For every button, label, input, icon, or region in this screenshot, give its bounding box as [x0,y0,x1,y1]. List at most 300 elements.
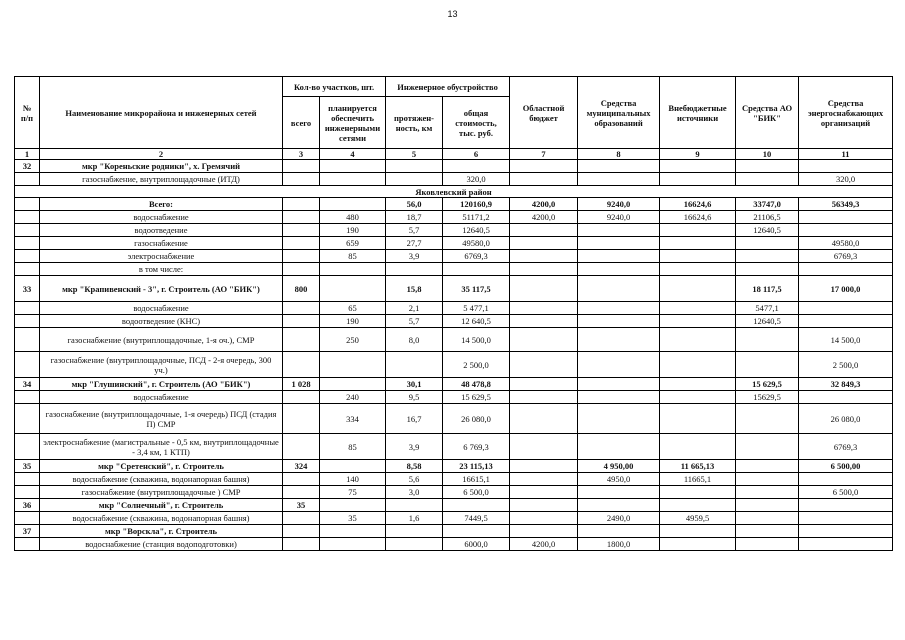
plots-planned: 334 [320,404,386,434]
regional-budget [510,473,578,486]
plots-total [283,434,320,460]
table-row [15,499,893,512]
municipal-funds [578,276,660,302]
row-name: в том числе: [40,263,283,276]
bik-funds [736,352,799,378]
total-cost: 7449,5 [443,512,510,525]
bik-funds: 12640,5 [736,224,799,237]
row-number [15,486,40,499]
energy-funds: 6 500,0 [799,486,893,499]
plots-total [283,404,320,434]
energy-funds [799,473,893,486]
bik-funds [736,328,799,352]
table-row [15,486,893,499]
regional-budget: 4200,0 [510,538,578,551]
energy-funds: 26 080,0 [799,404,893,434]
total-cost: 12640,5 [443,224,510,237]
plots-total [283,473,320,486]
plots-total [283,224,320,237]
row-name: водоснабжение (скважина, водонапорная башня) [40,512,283,525]
header-regional: Областной бюджет [510,77,578,149]
plots-total: 324 [283,460,320,473]
regional-budget [510,302,578,315]
column-number: 1 [15,149,40,160]
offbudget-sources [660,224,736,237]
municipal-funds: 9240,0 [578,211,660,224]
plots-planned: 250 [320,328,386,352]
length-km: 8,0 [386,328,443,352]
total-cost: 14 500,0 [443,328,510,352]
municipal-funds: 4950,0 [578,473,660,486]
row-number [15,302,40,315]
energy-funds [799,391,893,404]
row-name: электроснабжение (магистральные - 0,5 км, внутриплощадочные - 3,4 км, 1 КТП) [40,434,283,460]
row-number [15,263,40,276]
municipal-funds [578,328,660,352]
regional-budget [510,512,578,525]
plots-planned [320,160,386,173]
plots-total [283,250,320,263]
regional-budget [510,224,578,237]
offbudget-sources [660,391,736,404]
municipal-funds [578,224,660,237]
length-km: 30,1 [386,378,443,391]
bik-funds [736,237,799,250]
bik-funds [736,250,799,263]
plots-planned: 65 [320,302,386,315]
energy-funds [799,211,893,224]
energy-funds [799,160,893,173]
length-km: 3,0 [386,486,443,499]
plots-planned: 190 [320,224,386,237]
length-km: 8,58 [386,460,443,473]
row-name: мкр "Крапивенский - 3", г. Строитель (АО "БИК") [40,276,283,302]
energy-funds: 320,0 [799,173,893,186]
row-name: газоснабжение [40,237,283,250]
bik-funds [736,512,799,525]
page-number: 13 [447,9,458,19]
row-number [15,404,40,434]
bik-funds: 15 629,5 [736,378,799,391]
plots-planned: 85 [320,250,386,263]
row-name: мкр "Ворскла", г. Строитель [40,525,283,538]
bik-funds [736,473,799,486]
row-name: водоснабжение (станция водоподготовки) [40,538,283,551]
total-cost: 6 500,0 [443,486,510,499]
bik-funds [736,434,799,460]
bik-funds [736,404,799,434]
row-name: газоснабжение (внутриплощадочные, 1-я очередь) ПСД (стадия П) СМР [40,404,283,434]
column-number: 4 [320,149,386,160]
length-km [386,352,443,378]
length-km [386,525,443,538]
offbudget-sources: 16624,6 [660,211,736,224]
column-number: 9 [660,149,736,160]
row-number [15,173,40,186]
header-name: Наименование микрорайона и инженерных сетей [40,77,283,149]
row-name: газоснабжение, внутриплощадочные (ИТД) [40,173,283,186]
energy-funds [799,263,893,276]
offbudget-sources [660,315,736,328]
plots-planned: 190 [320,315,386,328]
table-row [15,473,893,486]
plots-planned: 480 [320,211,386,224]
offbudget-sources [660,499,736,512]
municipal-funds [578,499,660,512]
total-cost [443,525,510,538]
row-number: 33 [15,276,40,302]
length-km [386,538,443,551]
regional-budget [510,173,578,186]
plots-total [283,315,320,328]
column-number: 11 [799,149,893,160]
regional-budget [510,486,578,499]
total-cost: 120160,9 [443,198,510,211]
row-name: водоснабжение [40,211,283,224]
row-name: Всего: [40,198,283,211]
regional-budget: 4200,0 [510,211,578,224]
energy-funds [799,224,893,237]
bik-funds: 18 117,5 [736,276,799,302]
bik-funds: 21106,5 [736,211,799,224]
column-number: 5 [386,149,443,160]
plots-total: 35 [283,499,320,512]
plots-planned [320,352,386,378]
table-row [15,434,893,460]
regional-budget [510,525,578,538]
column-number: 8 [578,149,660,160]
header-plots-planned: планируется обеспечить инженерными сетями [320,97,386,149]
row-name: мкр "Глушинский", г. Строитель (АО "БИК") [40,378,283,391]
row-number [15,391,40,404]
total-cost [443,499,510,512]
row-number [15,473,40,486]
bik-funds: 5477,1 [736,302,799,315]
total-cost: 320,0 [443,173,510,186]
offbudget-sources: 4959,5 [660,512,736,525]
offbudget-sources [660,276,736,302]
plots-planned [320,460,386,473]
header-bik: Средства АО "БИК" [736,77,799,149]
municipal-funds: 9240,0 [578,198,660,211]
row-number [15,211,40,224]
offbudget-sources [660,352,736,378]
municipal-funds [578,263,660,276]
row-number [15,352,40,378]
offbudget-sources [660,328,736,352]
total-cost [443,263,510,276]
plots-planned [320,525,386,538]
table-row [15,404,893,434]
municipal-funds [578,302,660,315]
plots-total [283,486,320,499]
plots-total [283,538,320,551]
offbudget-sources [660,173,736,186]
total-cost: 23 115,13 [443,460,510,473]
header-cost: общая стоимость, тыс. руб. [443,97,510,149]
row-number [15,512,40,525]
municipal-funds [578,237,660,250]
energy-funds: 49580,0 [799,237,893,250]
table-row [15,237,893,250]
plots-planned [320,538,386,551]
total-cost: 35 117,5 [443,276,510,302]
municipal-funds [578,352,660,378]
municipal-funds: 2490,0 [578,512,660,525]
offbudget-sources [660,250,736,263]
plots-planned: 35 [320,512,386,525]
table-row [15,538,893,551]
offbudget-sources: 11665,1 [660,473,736,486]
offbudget-sources [660,160,736,173]
length-km: 2,1 [386,302,443,315]
plots-total [283,211,320,224]
total-cost: 2 500,0 [443,352,510,378]
plots-planned [320,198,386,211]
bik-funds [736,460,799,473]
total-cost: 5 477,1 [443,302,510,315]
table-row [15,328,893,352]
plots-planned [320,276,386,302]
table-row [15,198,893,211]
total-cost: 12 640,5 [443,315,510,328]
row-name: газоснабжение (внутриплощадочные, 1-я оч.), СМР [40,328,283,352]
row-number [15,250,40,263]
length-km: 27,7 [386,237,443,250]
plots-total [283,525,320,538]
column-number: 3 [283,149,320,160]
row-number: 37 [15,525,40,538]
offbudget-sources [660,404,736,434]
bik-funds [736,263,799,276]
bik-funds [736,160,799,173]
row-number [15,538,40,551]
total-cost: 6 769,3 [443,434,510,460]
energy-funds [799,538,893,551]
column-number: 10 [736,149,799,160]
row-number [15,237,40,250]
row-number: 35 [15,460,40,473]
municipal-funds [578,173,660,186]
row-name: мкр "Сретенский", г. Строитель [40,460,283,473]
regional-budget [510,160,578,173]
row-name: мкр "Кореньские родники", х. Гремячий [40,160,283,173]
municipal-funds: 4 950,00 [578,460,660,473]
table-body [15,160,893,551]
energy-funds: 32 849,3 [799,378,893,391]
table-row [15,224,893,237]
length-km: 5,7 [386,224,443,237]
regional-budget [510,391,578,404]
offbudget-sources: 16624,6 [660,198,736,211]
row-number [15,315,40,328]
table-row [15,460,893,473]
header-length: протяжен-ность, км [386,97,443,149]
length-km: 18,7 [386,211,443,224]
bik-funds: 33747,0 [736,198,799,211]
offbudget-sources [660,486,736,499]
regional-budget [510,328,578,352]
municipal-funds [578,525,660,538]
municipal-funds: 1800,0 [578,538,660,551]
municipal-funds [578,391,660,404]
energy-funds: 6 500,00 [799,460,893,473]
table-row [15,211,893,224]
plots-planned [320,378,386,391]
infrastructure-table [14,76,893,551]
table-row [15,391,893,404]
header-offbudget: Внебюджетные источники [660,77,736,149]
row-number: 32 [15,160,40,173]
row-name: газоснабжение (внутриплощадочные ) СМР [40,486,283,499]
bik-funds [736,538,799,551]
plots-total [283,263,320,276]
row-number: 34 [15,378,40,391]
energy-funds: 6769,3 [799,250,893,263]
energy-funds: 17 000,0 [799,276,893,302]
bik-funds [736,173,799,186]
table-row [15,302,893,315]
length-km: 5,7 [386,315,443,328]
offbudget-sources [660,237,736,250]
length-km: 56,0 [386,198,443,211]
energy-funds [799,499,893,512]
total-cost: 6769,3 [443,250,510,263]
plots-total [283,198,320,211]
length-km: 15,8 [386,276,443,302]
plots-planned: 140 [320,473,386,486]
row-number: 36 [15,499,40,512]
plots-planned [320,263,386,276]
energy-funds [799,302,893,315]
offbudget-sources [660,434,736,460]
total-cost: 15 629,5 [443,391,510,404]
bik-funds: 15629,5 [736,391,799,404]
section-row [15,186,893,198]
row-name: водоснабжение [40,302,283,315]
header-municipal: Средства муниципальных образований [578,77,660,149]
table-row [15,525,893,538]
plots-total [283,173,320,186]
offbudget-sources [660,378,736,391]
length-km [386,263,443,276]
bik-funds [736,525,799,538]
bik-funds [736,499,799,512]
bik-funds: 12640,5 [736,315,799,328]
regional-budget [510,378,578,391]
total-cost: 49580,0 [443,237,510,250]
table-row [15,160,893,173]
plots-total [283,328,320,352]
length-km: 9,5 [386,391,443,404]
offbudget-sources [660,538,736,551]
plots-total [283,160,320,173]
total-cost: 6000,0 [443,538,510,551]
regional-budget [510,237,578,250]
plots-total [283,237,320,250]
regional-budget [510,352,578,378]
energy-funds: 14 500,0 [799,328,893,352]
plots-total [283,512,320,525]
table-row [15,173,893,186]
table-row [15,276,893,302]
total-cost: 48 478,8 [443,378,510,391]
total-cost: 26 080,0 [443,404,510,434]
plots-total [283,302,320,315]
bik-funds [736,486,799,499]
energy-funds: 56349,3 [799,198,893,211]
column-number: 7 [510,149,578,160]
row-name: мкр "Солнечный", г. Строитель [40,499,283,512]
length-km: 3,9 [386,250,443,263]
row-name: электроснабжение [40,250,283,263]
plots-total: 1 028 [283,378,320,391]
length-km [386,173,443,186]
row-name: водоснабжение [40,391,283,404]
table-row [15,263,893,276]
municipal-funds [578,404,660,434]
header-num: № п/п [15,77,40,149]
row-name: водоснабжение (скважина, водонапорная башня) [40,473,283,486]
municipal-funds [578,486,660,499]
regional-budget [510,434,578,460]
total-cost: 16615,1 [443,473,510,486]
row-number [15,434,40,460]
column-number: 2 [40,149,283,160]
table-row [15,512,893,525]
municipal-funds [578,160,660,173]
offbudget-sources: 11 665,13 [660,460,736,473]
row-name: водоотведение (КНС) [40,315,283,328]
offbudget-sources [660,263,736,276]
regional-budget [510,276,578,302]
column-number-row [15,149,893,160]
regional-budget [510,404,578,434]
total-cost: 51171,2 [443,211,510,224]
regional-budget [510,250,578,263]
energy-funds: 6769,3 [799,434,893,460]
length-km: 16,7 [386,404,443,434]
plots-planned: 240 [320,391,386,404]
row-number [15,198,40,211]
plots-total [283,391,320,404]
length-km [386,499,443,512]
regional-budget [510,315,578,328]
table-row [15,315,893,328]
energy-funds [799,315,893,328]
offbudget-sources [660,302,736,315]
length-km [386,160,443,173]
municipal-funds [578,378,660,391]
header-plots-total: всего [283,97,320,149]
plots-planned: 659 [320,237,386,250]
plots-total: 800 [283,276,320,302]
energy-funds [799,512,893,525]
table-row [15,378,893,391]
regional-budget [510,460,578,473]
plots-total [283,352,320,378]
header-energy: Средства энергоснабжающих организаций [799,77,893,149]
energy-funds [799,525,893,538]
municipal-funds [578,315,660,328]
header-infra-group: Инженерное обустройство [386,77,510,97]
energy-funds: 2 500,0 [799,352,893,378]
table-row [15,250,893,263]
municipal-funds [578,250,660,263]
plots-planned [320,499,386,512]
regional-budget [510,263,578,276]
row-name: водоотведение [40,224,283,237]
